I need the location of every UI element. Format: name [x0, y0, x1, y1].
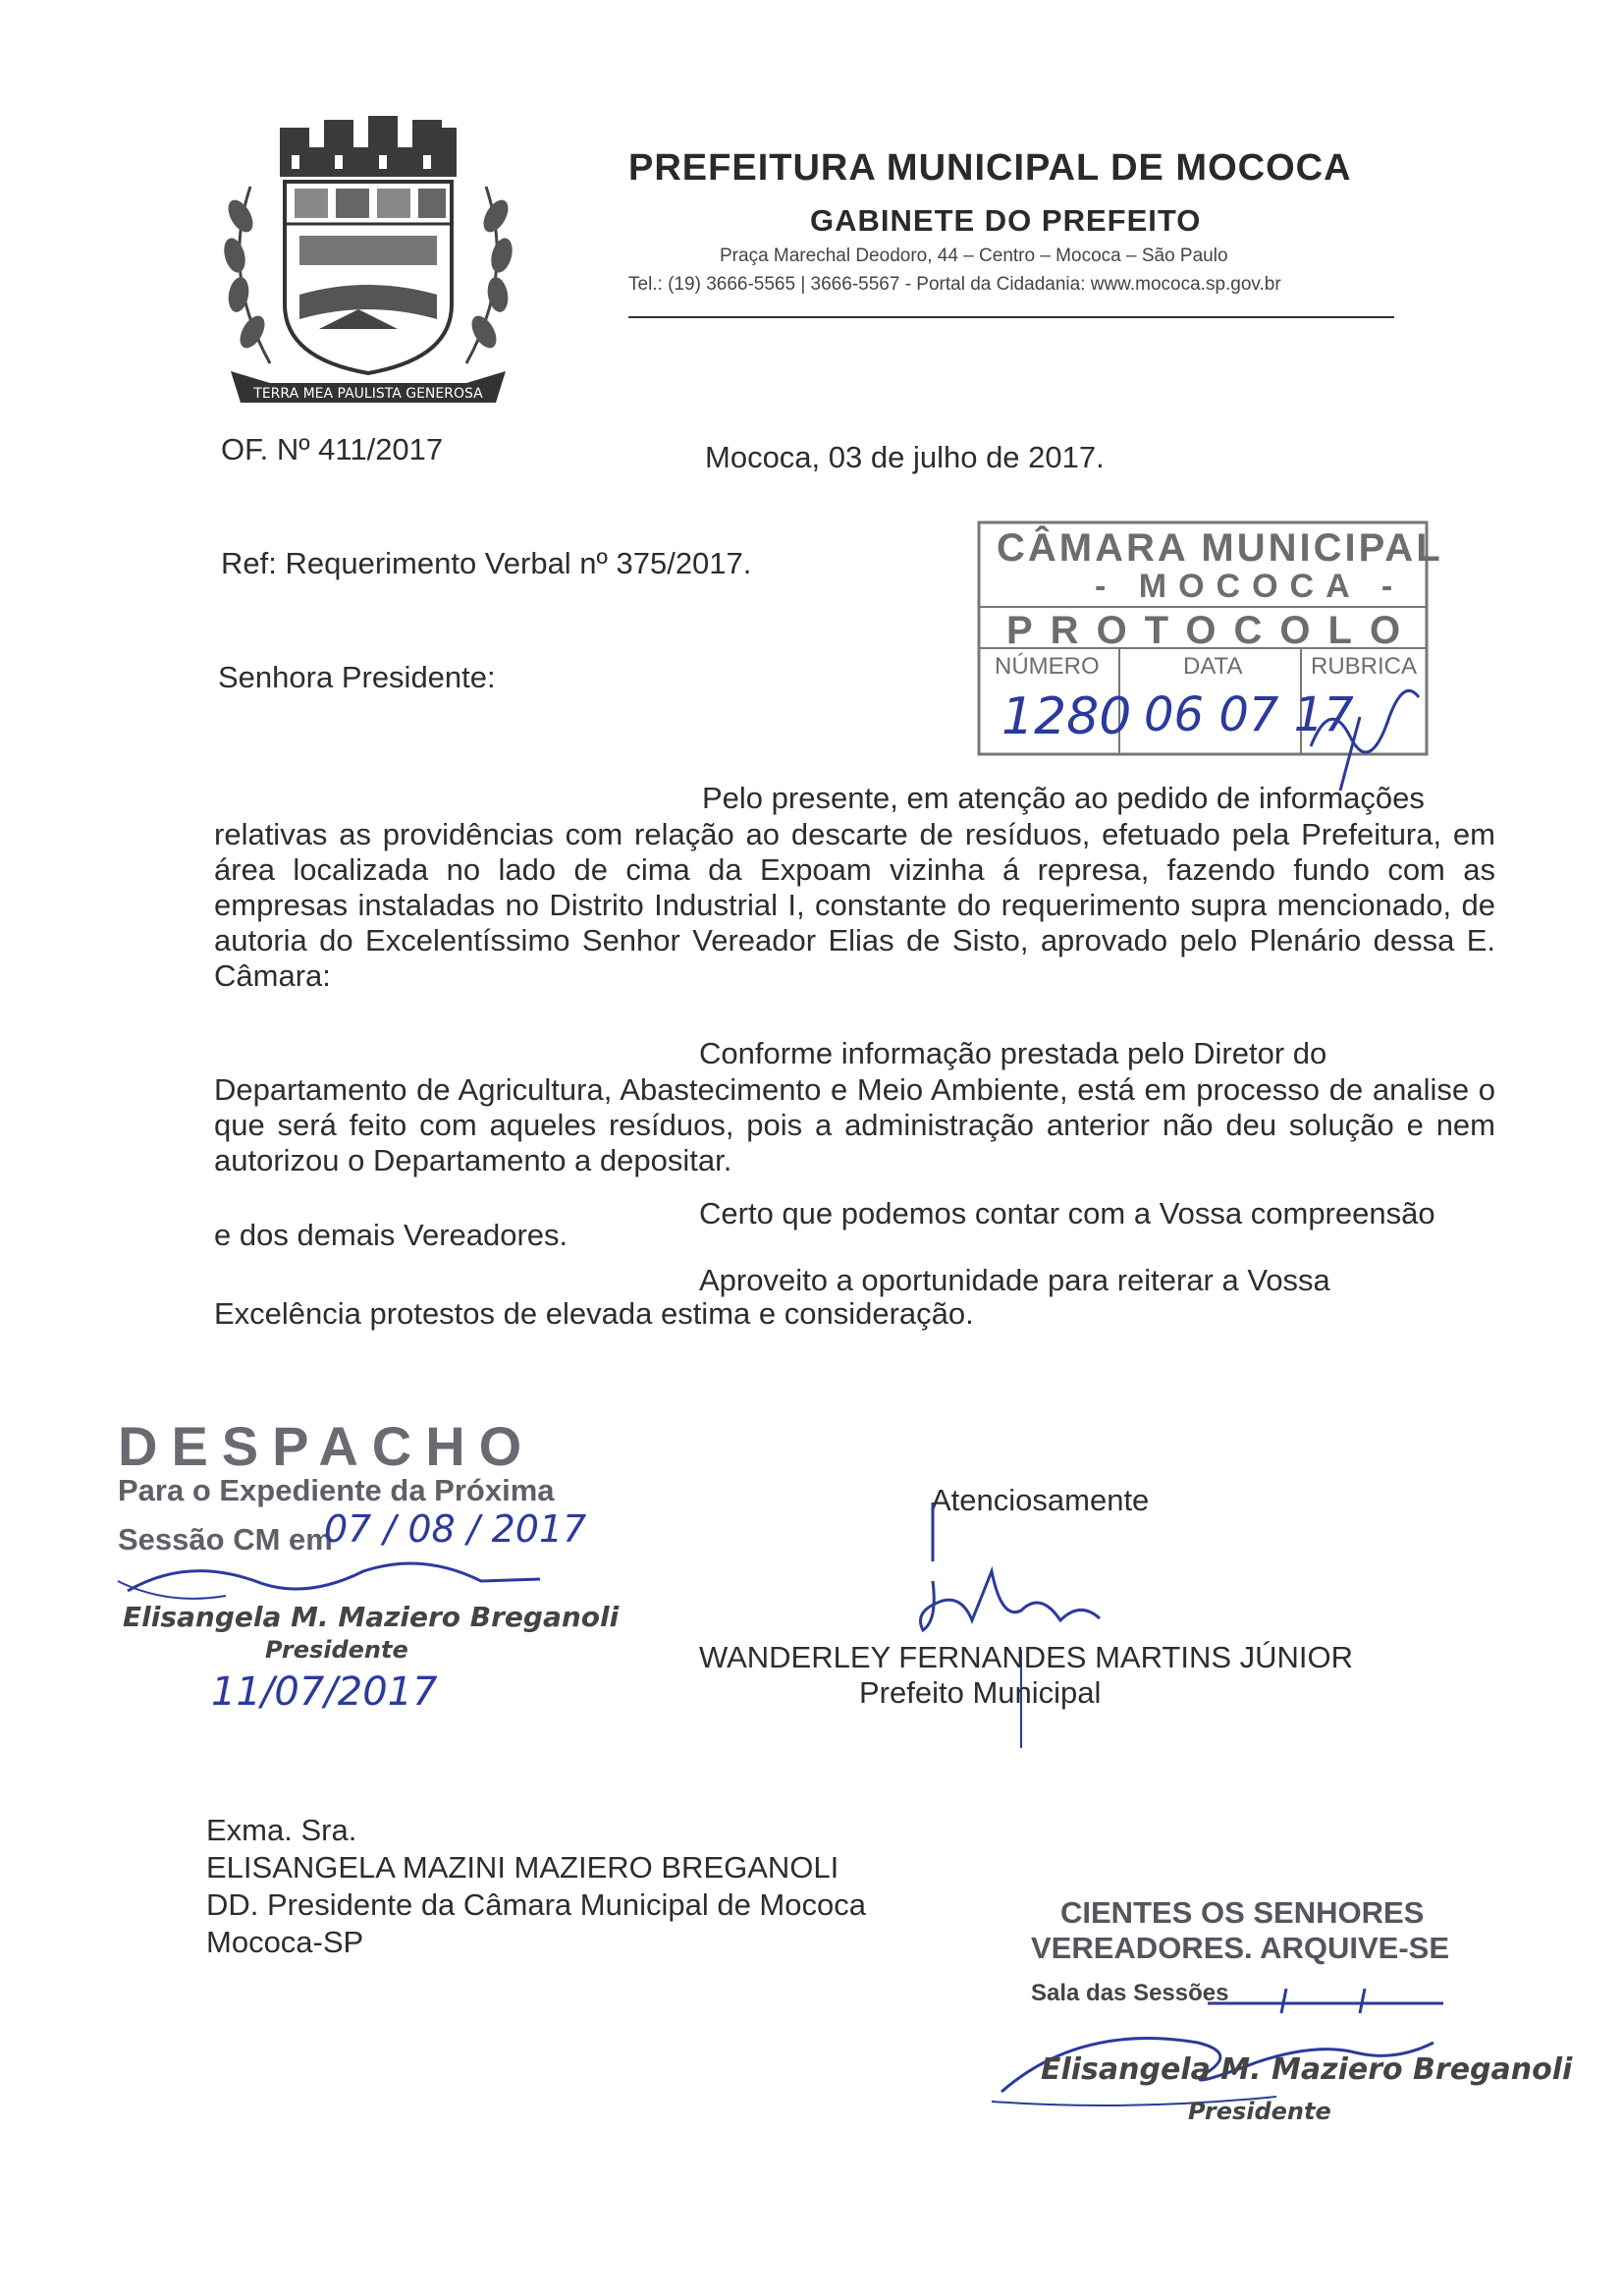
municipal-crest-logo [211, 108, 525, 422]
protocol-stamp [977, 520, 1443, 756]
mayor-signature-icon [903, 1503, 1217, 1758]
recipient-line1: Exma. Sra. [206, 1813, 357, 1847]
closing: Atenciosamente [931, 1483, 1150, 1517]
para3-body: e dos demais Vereadores. [214, 1218, 568, 1252]
recipient-line3: DD. Presidente da Câmara Municipal de Mococa [206, 1887, 866, 1922]
cientes-line3: Sala das Sessões [1031, 1980, 1229, 2006]
para1-body: relativas as providências com relação ao descarte de resíduos, efetuado pela Prefeitura, em área localizada no lado de cima da Expoam vizinha á represa, fazendo fundo com as empresas instaladas no Distrito Industrial I, constante do requerimento supra mencionado, de autoria do Excelentíssimo Senhor Vereador Elias de Sisto, aprovado pelo Plenário dessa E. Câmara: [214, 817, 1495, 993]
stamp-col-rubrica: RUBRICA [1311, 653, 1418, 680]
para1-first-line: Pelo presente, em atenção ao pedido de informações [702, 781, 1425, 815]
salutation: Senhora Presidente: [218, 660, 496, 694]
place-date: Mococa, 03 de julho de 2017. [705, 440, 1105, 474]
stamp-col-data: DATA [1183, 653, 1243, 680]
para3-first-line: Certo que podemos contar com a Vossa compreensão [699, 1196, 1435, 1230]
stamp-line2: - MOCOCA - [1095, 568, 1405, 605]
rubrica-signature-icon [1301, 658, 1429, 795]
despacho-name: Elisangela M. Maziero Breganoli [123, 1601, 620, 1633]
stamp-col-numero: NÚMERO [995, 653, 1100, 680]
para2-first-line: Conforme informação prestada pelo Diretor do [699, 1036, 1327, 1070]
svg-text:TERRA MEA PAULISTA GENEROSA: TERRA MEA PAULISTA GENEROSA [253, 386, 483, 402]
header-title: PREFEITURA MUNICIPAL DE MOCOCA [628, 147, 1352, 189]
header-subtitle: GABINETE DO PREFEITO [810, 203, 1202, 238]
para4-body: Excelência protestos de elevada estima e consideração. [214, 1296, 974, 1331]
despacho-handwritten-date: 11/07/2017 [211, 1669, 438, 1715]
recipient-line2: ELISANGELA MAZINI MAZIERO BREGANOLI [206, 1850, 839, 1885]
stamp-line1: CÂMARA MUNICIPAL [997, 526, 1443, 570]
cientes-name: Elisangela M. Maziero Breganoli [1041, 2052, 1573, 2087]
despacho-session-date: 07 / 08 / 2017 [324, 1507, 587, 1551]
stamp-numero-value: 1280 [1001, 687, 1132, 746]
header-address: Praça Marechal Deodoro, 44 – Centro – Mococa – São Paulo [720, 246, 1228, 266]
despacho-title: DESPACHO [118, 1415, 536, 1477]
cientes-role: Presidente [1188, 2098, 1331, 2125]
despacho-role: Presidente [265, 1636, 408, 1664]
stamp-data-value: 06 07 17 [1144, 687, 1354, 742]
header-phone: Tel.: (19) 3666-5565 | 3666-5567 - Portal da Cidadania: www.mococa.sp.gov.br [628, 274, 1281, 295]
letter-number: OF. Nº 411/2017 [221, 432, 444, 466]
para4-first-line: Aproveito a oportunidade para reiterar a Vossa [699, 1263, 1330, 1297]
signer-title: Prefeito Municipal [859, 1675, 1102, 1710]
recipient-line4: Mococa-SP [206, 1925, 364, 1959]
header-divider [628, 316, 1394, 318]
despacho-line1: Para o Expediente da Próxima [118, 1473, 555, 1507]
cientes-line2: VEREADORES. ARQUIVE-SE [1031, 1931, 1450, 1965]
signer-name: WANDERLEY FERNANDES MARTINS JÚNIOR [699, 1640, 1354, 1674]
reference: Ref: Requerimento Verbal nº 375/2017. [221, 546, 752, 580]
stamp-line3: PROTOCOLO [1006, 609, 1419, 652]
cientes-line1: CIENTES OS SENHORES [1060, 1895, 1425, 1930]
despacho-line2: Sessão CM em [118, 1522, 333, 1557]
para2-body: Departamento de Agricultura, Abastecimento e Meio Ambiente, está em processo de analise o que será feito com aqueles resíduos, pois a administração anterior não deu solução e nem autorizou o Departamento a depositar. [214, 1072, 1495, 1177]
